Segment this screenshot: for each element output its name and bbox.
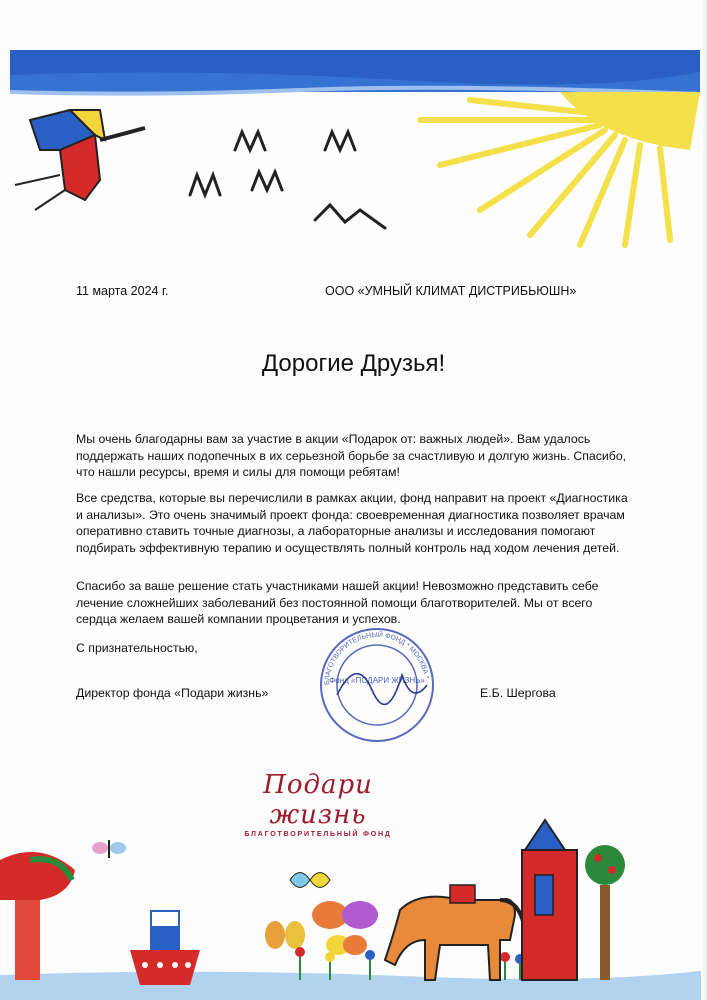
letter-paragraph-1: Мы очень благодарны вам за участие в акции «Подарок от: важных людей». Вам удалось поддержать наших подопечных в их серьезной борьбе за счастливую и долгую жизнь. Спасибо, что нашли ресурсы, время и силы для помощи ребятам! — [76, 432, 627, 480]
signature-name: Е.Б. Шергова — [480, 686, 556, 700]
letter-recipient: ООО «УМНЫЙ КЛИМАТ ДИСТРИБЬЮШН» — [325, 284, 577, 298]
butterfly-icon — [265, 921, 305, 949]
house-icon — [522, 820, 577, 980]
letter-paragraph-3: Спасибо за ваше решение стать участниками нашей акции! Невозможно представить себе лечение сложнейших заболеваний без постоянной помощи благотворителей. Мы от всего сердца желаем вашей компании процветания и успехов. — [76, 579, 599, 627]
letter-closing: С признательностью, — [76, 641, 198, 655]
mushroom-icon — [0, 852, 75, 980]
header-drawing — [0, 0, 707, 260]
official-stamp — [317, 625, 437, 745]
letter-title: Дорогие Друзья! — [261, 350, 446, 377]
stamp-ring-text: БЛАГОТВОРИТЕЛЬНЫЙ ФОНД * МОСКВА * — [323, 631, 430, 686]
letter-date: 11 марта 2024 г. — [76, 284, 169, 298]
signature-role: Директор фонда «Подари жизнь» — [76, 686, 269, 700]
logo-name: Подари жизнь — [263, 770, 373, 830]
butterfly-icon — [92, 840, 126, 858]
butterfly-icon — [290, 873, 330, 888]
tree-icon — [585, 845, 625, 980]
boat-icon — [130, 910, 200, 985]
logo-subtitle: БЛАГОТВОРИТЕЛЬНЫЙ ФОНД — [244, 831, 392, 838]
page-edge — [701, 0, 707, 1000]
footer-drawing — [0, 800, 707, 1000]
bird-icon — [15, 110, 145, 210]
sun-icon — [420, 92, 700, 245]
stamp-center-text: Фонд «ПОДАРИ ЖИЗНЬ» — [329, 676, 425, 685]
butterfly-icon — [312, 901, 378, 955]
letter-paragraph-2: Все средства, которые вы перечислили в рамках акции, фонд направит на проект «Диагностика и анализы». Это очень значимый проект фонда: своевременная диагностика позволяет врачам оперативно ставить точные диагнозы, а лабораторные анализы и исследования помогают подбирать эффективную терапию и осуществлять полный контроль над ходом лечения детей. — [76, 491, 628, 555]
flying-birds — [190, 132, 385, 228]
